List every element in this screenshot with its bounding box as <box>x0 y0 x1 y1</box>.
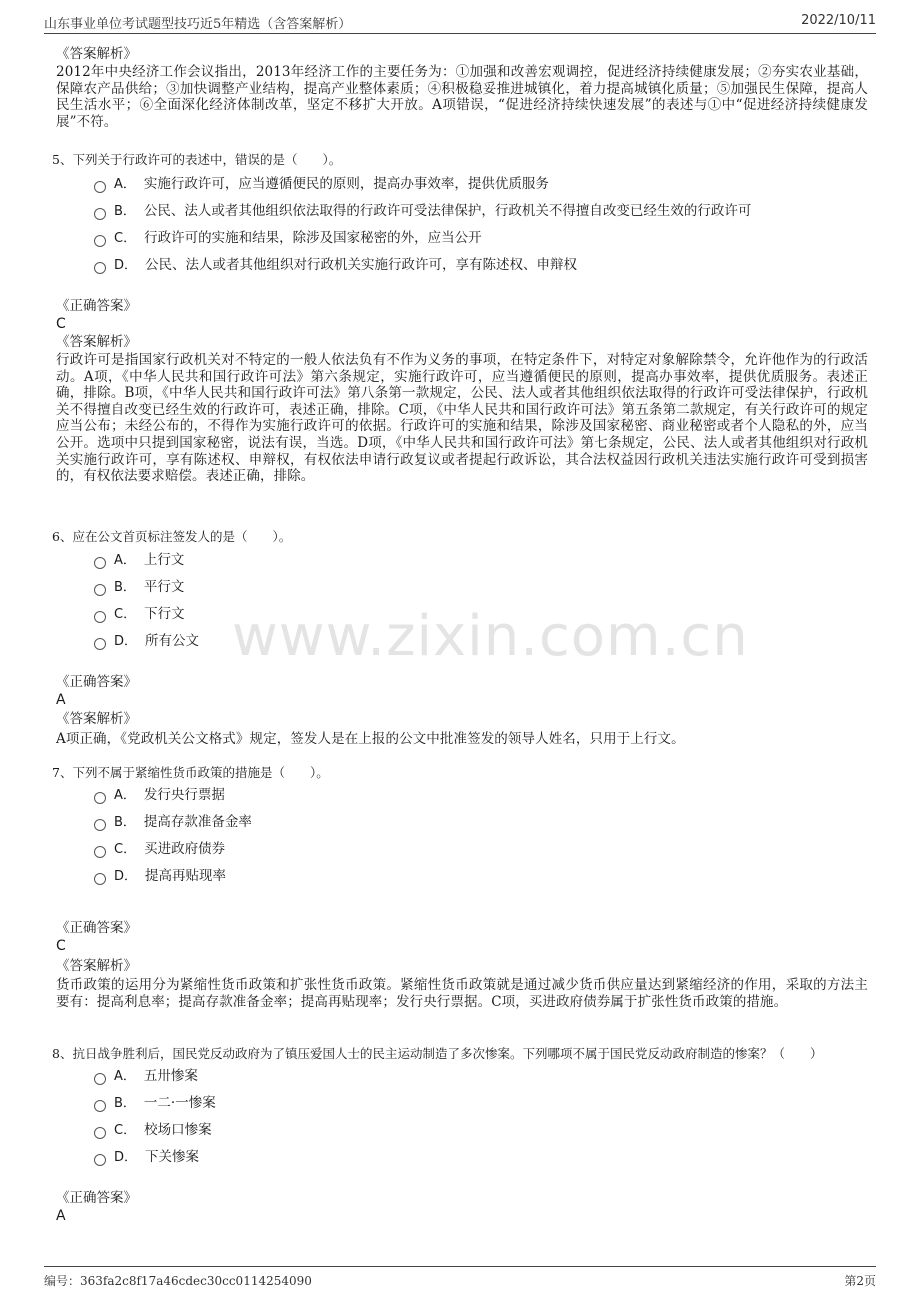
correct-answer: A <box>56 1208 66 1224</box>
option-letter: A． <box>114 1069 136 1084</box>
option-text: 下关惨案 <box>145 1149 200 1165</box>
radio-button[interactable] <box>94 819 106 831</box>
radio-button[interactable] <box>94 1073 106 1085</box>
correct-answer: C <box>56 316 66 332</box>
option-text: 提高再贴现率 <box>145 868 227 884</box>
option-d[interactable] <box>94 1147 199 1167</box>
option-letter: C． <box>114 842 137 857</box>
correct-answer: C <box>56 938 66 954</box>
radio-button[interactable] <box>94 846 106 858</box>
radio-button[interactable] <box>94 181 106 193</box>
option-b[interactable] <box>94 577 184 597</box>
option-b[interactable] <box>94 1093 216 1113</box>
analysis-text: 2012年中央经济工作会议指出，2013年经济工作的主要任务为：①加强和改善宏观调控，促进经济持续健康发展；②夯实农业基础，保障农产品供给；③加快调整产业结构，提高产业整体素质；④积极稳妥推进城镇化，着力提高城镇化质量；⑤加强民生保障，提高人民生活水平；⑥全面深化经济体制改革，坚定不移扩大开放。A项错误，“促进经济持续快速发展”的表述与①中“促进经济持续健康发展”不符。 <box>56 64 868 130</box>
option-a[interactable] <box>94 174 549 194</box>
option-text: 买进政府债券 <box>144 841 226 857</box>
correct-answer-label: 《正确答案》 <box>56 674 137 690</box>
analysis-label: 《答案解析》 <box>56 711 137 727</box>
option-letter: B． <box>114 204 136 219</box>
correct-answer-label: 《正确答案》 <box>56 1190 137 1206</box>
option-text: 公民、法人或者其他组织依法取得的行政许可受法律保护，行政机关不得擅自改变已经生效的行政许可 <box>143 203 752 219</box>
analysis-label: 《答案解析》 <box>56 334 137 350</box>
analysis-text: 货币政策的运用分为紧缩性货币政策和扩张性货币政策。紧缩性货币政策就是通过减少货币供应量达到紧缩经济的作用，采取的方法主要有：提高利息率；提高存款准备金率；提高再贴现率；发行央行票据。C项，买进政府债券属于扩张性货币政策的措施。 <box>56 977 868 1010</box>
option-b[interactable] <box>94 812 252 832</box>
option-letter: B． <box>114 580 136 595</box>
radio-button[interactable] <box>94 1127 106 1139</box>
document-code: 编号：363fa2c8f17a46cdec30cc0114254090 <box>44 1274 312 1288</box>
correct-answer-label: 《正确答案》 <box>56 920 137 936</box>
radio-button[interactable] <box>94 638 106 650</box>
page-header <box>44 13 876 34</box>
option-a[interactable] <box>94 785 225 805</box>
option-c[interactable] <box>94 839 225 859</box>
option-text: 实施行政许可，应当遵循便民的原则，提高办事效率，提供优质服务 <box>143 176 549 192</box>
option-letter: D． <box>114 258 138 273</box>
option-letter: A． <box>114 553 136 568</box>
question-stem: 5、下列关于行政许可的表述中，错误的是（ ）。 <box>52 152 342 167</box>
radio-button[interactable] <box>94 611 106 623</box>
option-text: 发行央行票据 <box>143 787 225 803</box>
radio-button[interactable] <box>94 584 106 596</box>
option-text: 五卅惨案 <box>143 1068 198 1084</box>
option-a[interactable] <box>94 1066 198 1086</box>
option-b[interactable] <box>94 201 751 221</box>
option-text: 公民、法人或者其他组织对行政机关实施行政许可，享有陈述权、申辩权 <box>145 257 578 273</box>
option-text: 下行文 <box>144 606 185 622</box>
radio-button[interactable] <box>94 873 106 885</box>
analysis-label: 《答案解析》 <box>56 46 137 62</box>
option-letter: C． <box>114 231 137 246</box>
question-stem: 8、抗日战争胜利后，国民党反动政府为了镇压爱国人士的民主运动制造了多次惨案。下列哪项不属于国民党反动政府制造的惨案？（ ） <box>52 1046 823 1061</box>
option-text: 校场口惨案 <box>144 1122 212 1138</box>
option-c[interactable] <box>94 604 185 624</box>
analysis-label: 《答案解析》 <box>56 958 137 974</box>
option-d[interactable] <box>94 866 226 886</box>
watermark: www.zixin.com.cn <box>232 604 749 669</box>
option-text: 一二·一惨案 <box>143 1095 216 1111</box>
option-c[interactable] <box>94 1120 212 1140</box>
option-letter: B． <box>114 815 136 830</box>
radio-button[interactable] <box>94 208 106 220</box>
document-title: 山东事业单位考试题型技巧近5年精选（含答案解析） <box>44 17 352 32</box>
option-text: 平行文 <box>143 579 185 595</box>
radio-button[interactable] <box>94 557 106 569</box>
radio-button[interactable] <box>94 235 106 247</box>
option-a[interactable] <box>94 550 184 570</box>
option-letter: A． <box>114 788 136 803</box>
option-letter: D． <box>114 869 138 884</box>
option-letter: C． <box>114 607 137 622</box>
option-letter: D． <box>114 1150 138 1165</box>
option-text: 上行文 <box>143 552 185 568</box>
question-stem: 7、下列不属于紧缩性货币政策的措施是（ ）。 <box>52 765 329 780</box>
option-letter: A． <box>114 177 136 192</box>
page-number: 第2页 <box>844 1274 876 1288</box>
option-letter: B． <box>114 1096 136 1111</box>
option-c[interactable] <box>94 228 482 248</box>
option-letter: C． <box>114 1123 137 1138</box>
option-text: 行政许可的实施和结果，除涉及国家秘密的外，应当公开 <box>144 230 482 246</box>
page-footer <box>44 1266 876 1291</box>
analysis-text: A项正确，《党政机关公文格式》规定，签发人是在上报的公文中批准签发的领导人姓名，只用于上行文。 <box>56 731 685 747</box>
correct-answer: A <box>56 692 66 708</box>
option-letter: D． <box>114 634 138 649</box>
header-date: 2022/10/11 <box>801 13 876 28</box>
radio-button[interactable] <box>94 262 106 274</box>
option-text: 所有公文 <box>145 633 200 649</box>
option-d[interactable] <box>94 255 577 275</box>
radio-button[interactable] <box>94 792 106 804</box>
radio-button[interactable] <box>94 1154 106 1166</box>
analysis-text: 行政许可是指国家行政机关对不特定的一般人依法负有不作为义务的事项，在特定条件下，对特定对象解除禁令，允许他作为的行政活动。A项，《中华人民共和国行政许可法》第六条规定，实施行政许可，应当遵循便民的原则，提高办事效率，提供优质服务。表述正确，排除。B项，《中华人民共和国行政许可法》第八条第一款规定，公民、法人或者其他组织依法取得的行政许可受法律保护，行政机关不得擅自改变已经生效的行政许可，表述正确，排除。C项，《中华人民共和国行政许可法》第五条第二款规定，有关行政许可的规定应当公布；未经公布的，不得作为实施行政许可的依据。行政许可的实施和结果，除涉及国家秘密、商业秘密或者个人隐私的外，应当公开。选项中只提到国家秘密，说法有误，当选。D项，《中华人民共和国行政许可法》第七条规定，公民、法人或者其他组织对行政机关实施行政许可，享有陈述权、申辩权，有权依法申请行政复议或者提起行政诉讼，其合法权益因行政机关违法实施行政许可受到损害的，有权依法要求赔偿。表述正确，排除。 <box>56 352 868 485</box>
correct-answer-label: 《正确答案》 <box>56 298 137 314</box>
question-stem: 6、应在公文首页标注签发人的是（ ）。 <box>52 529 292 544</box>
option-text: 提高存款准备金率 <box>143 814 252 830</box>
radio-button[interactable] <box>94 1100 106 1112</box>
option-d[interactable] <box>94 631 199 651</box>
